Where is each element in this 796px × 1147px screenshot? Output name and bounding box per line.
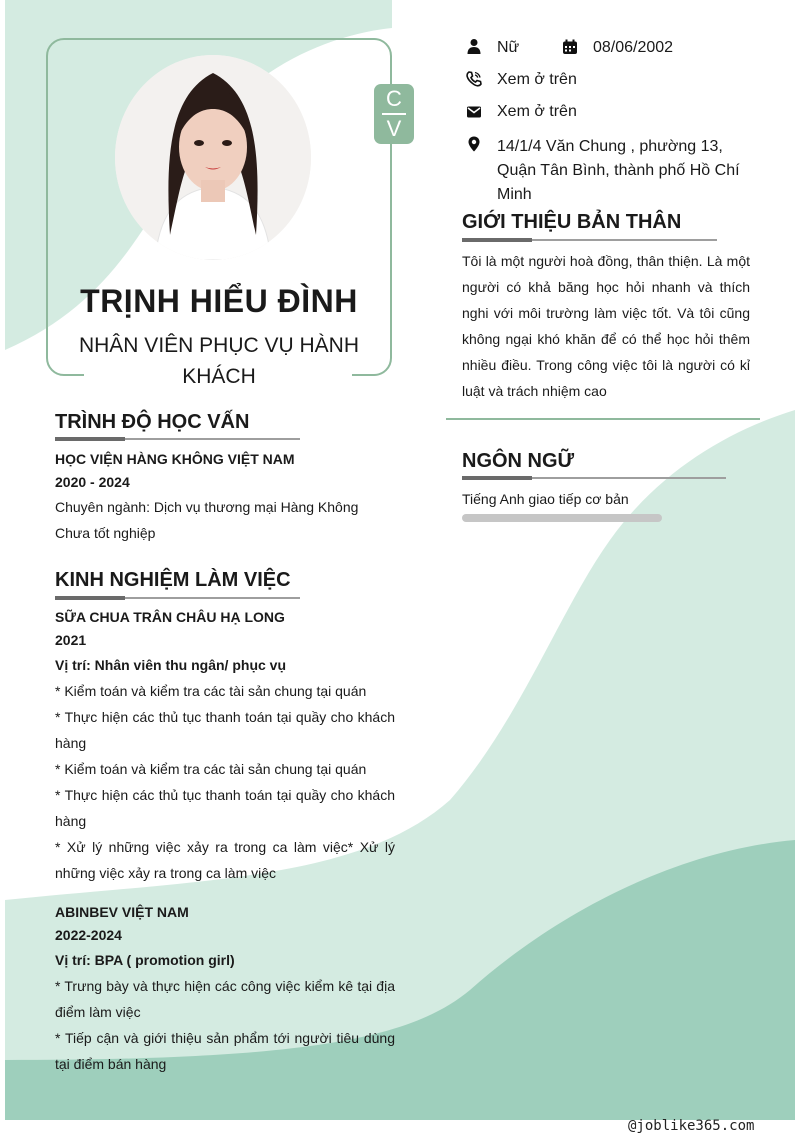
address: 14/1/4 Văn Chung , phường 13, Quận Tân Bình, thành phố Hồ Chí Minh bbox=[497, 138, 740, 203]
about-heading-rule bbox=[462, 239, 717, 241]
cv-badge-letter-c: C bbox=[386, 86, 402, 111]
job-1-position: Vị trí: Nhân viên thu ngân/ phục vụ bbox=[55, 657, 287, 673]
location-icon bbox=[466, 136, 482, 152]
cv-badge-divider bbox=[382, 113, 406, 115]
education-school: HỌC VIỆN HÀNG KHÔNG VIỆT NAM bbox=[55, 451, 295, 467]
languages-heading: NGÔN NGỮ bbox=[462, 450, 575, 472]
phone-value: Xem ở trên bbox=[497, 71, 577, 88]
experience-heading: KINH NGHIỆM LÀM VIỆC bbox=[55, 569, 291, 591]
job-2-bullet: * Tiếp cận và giới thiệu sản phẩm tới người tiêu dùng tại điểm bán hàng bbox=[55, 1030, 395, 1072]
job-1-bullet: * Xử lý những việc xảy ra trong ca làm việc* Xử lý những việc xảy ra trong ca làm việc bbox=[55, 839, 395, 881]
experience-heading-rule bbox=[55, 597, 300, 599]
language-item-label: Tiếng Anh giao tiếp cơ bản bbox=[462, 491, 629, 507]
cv-badge bbox=[374, 84, 414, 144]
job-title: NHÂN VIÊN PHỤC VỤ HÀNH KHÁCH bbox=[78, 334, 360, 388]
right-column-divider bbox=[446, 418, 760, 420]
job-2-position: Vị trí: BPA ( promotion girl) bbox=[55, 952, 235, 968]
watermark: @joblike365.com bbox=[628, 1118, 755, 1134]
job-1-company: SỮA CHUA TRÂN CHÂU HẠ LONG bbox=[55, 609, 285, 625]
email-icon bbox=[466, 104, 482, 120]
job-1-bullet: * Kiểm toán và kiểm tra các tài sản chung tại quán bbox=[55, 761, 367, 777]
education-major: Chuyên ngành: Dịch vụ thương mại Hàng Không bbox=[55, 499, 359, 515]
job-1-bullet: * Thực hiện các thủ tục thanh toán tại quầy cho khách hàng bbox=[55, 787, 395, 829]
education-heading: TRÌNH ĐỘ HỌC VẤN bbox=[55, 411, 250, 433]
job-1-bullet: * Kiểm toán và kiểm tra các tài sản chung tại quán bbox=[55, 683, 367, 699]
job-2-company: ABINBEV VIỆT NAM bbox=[55, 904, 189, 920]
email-value: Xem ở trên bbox=[497, 103, 577, 120]
about-heading: GIỚI THIỆU BẢN THÂN bbox=[462, 211, 682, 233]
education-years: 2020 - 2024 bbox=[55, 474, 130, 490]
job-1-years: 2021 bbox=[55, 632, 87, 648]
about-text: Tôi là một người hoà đồng, thân thiện. Là một người có khả băng học hỏi nhanh và thích nghi với môi trường làm việc tốt. Và tôi cũng không ngại khó khăn để có thể học hỏi thêm nhiều điều. Trong công việc tôi là người có kỉ luật và trách nhiệm cao bbox=[462, 253, 750, 399]
job-2-bullet: * Trưng bày và thực hiện các công việc kiểm kê tại địa điểm làm việc bbox=[55, 978, 395, 1020]
cv-badge-letter-v: V bbox=[386, 116, 402, 141]
gender: Nữ bbox=[497, 39, 520, 56]
calendar-icon bbox=[562, 39, 578, 55]
languages-heading-rule bbox=[462, 477, 726, 479]
phone-icon bbox=[466, 71, 482, 87]
language-level-bar bbox=[462, 514, 662, 522]
job-1-bullet: * Thực hiện các thủ tục thanh toán tại quầy cho khách hàng bbox=[55, 709, 395, 751]
education-heading-rule bbox=[55, 438, 300, 440]
candidate-name: TRỊNH HIỂU ĐÌNH bbox=[80, 283, 358, 319]
date-of-birth: 08/06/2002 bbox=[593, 39, 674, 56]
user-icon bbox=[466, 38, 482, 54]
avatar bbox=[115, 55, 311, 260]
job-2-years: 2022-2024 bbox=[55, 927, 122, 943]
education-status: Chưa tốt nghiệp bbox=[55, 525, 156, 541]
